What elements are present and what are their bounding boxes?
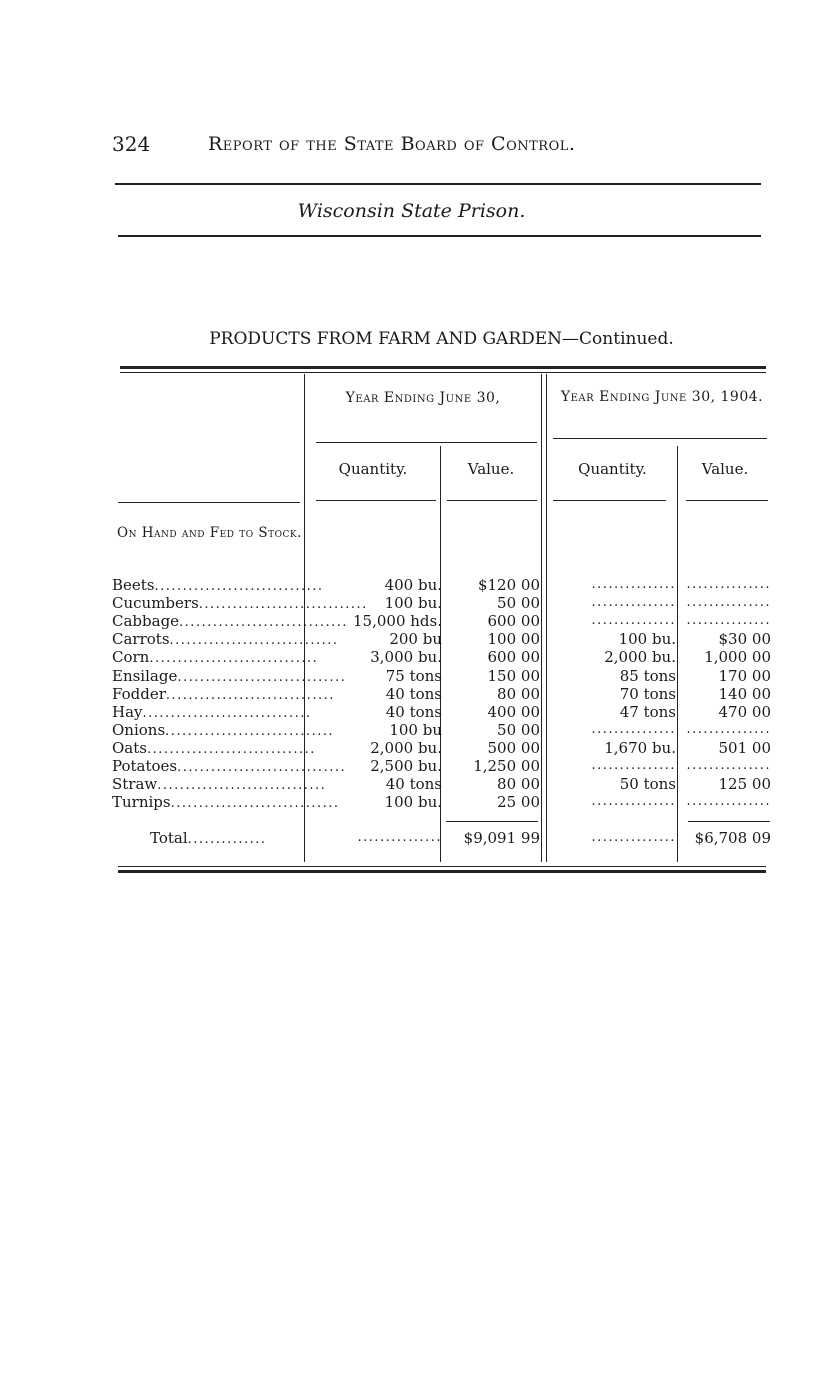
row-quantity-1: 2,000 bu. [370, 738, 442, 757]
leader-dots: .............................. [157, 778, 327, 794]
table-row [0, 648, 823, 666]
row-value-2: 470 00 [718, 702, 771, 721]
row-quantity-2-dots: ............... [591, 721, 676, 737]
total-rule-v1 [446, 821, 538, 822]
leader-dots: .............................. [165, 723, 335, 739]
row-label-cell [112, 793, 340, 813]
row-value-2: $30 00 [718, 630, 771, 649]
col-rule-q2 [553, 500, 666, 501]
row-quantity-1: 40 tons [385, 684, 442, 703]
row-quantity-1: 15,000 hds. [353, 612, 442, 631]
row-label-cell [112, 648, 319, 668]
row-label: Oats [112, 738, 147, 757]
row-quantity-1: 100 bu [389, 720, 442, 739]
total-label-cell [150, 828, 307, 850]
table-rule-bottom-1 [118, 866, 766, 867]
row-label: Beets [112, 576, 155, 594]
row-value-2-dots: ............... [686, 595, 771, 611]
col-header-quantity-2: Quantity. [578, 460, 647, 478]
row-quantity-2: 1,670 bu. [604, 738, 676, 757]
row-value-1: 600 00 [487, 648, 540, 667]
row-quantity-2-dots: ............... [591, 595, 676, 611]
col-header-value-1: Value. [467, 460, 515, 478]
col-header-quantity-1: Quantity. [338, 460, 408, 478]
row-label-cell [112, 702, 312, 723]
row-value-1: 400 00 [487, 702, 540, 721]
section-label: On Hand and Fed to Stock. [117, 525, 302, 541]
row-label: Turnips [112, 793, 171, 812]
table-row [0, 739, 823, 757]
row-value-2: 125 00 [718, 775, 771, 794]
row-label-cell [112, 720, 335, 741]
leader-dots: .............................. [179, 615, 349, 631]
total-q1-dots: ............... [357, 830, 442, 845]
leader-dots: .............................. [169, 633, 339, 649]
row-value-2-dots: ............... [686, 613, 771, 629]
leader-dots: .............................. [154, 579, 324, 594]
running-title: Report of the State Board of Control. [208, 133, 576, 155]
row-quantity-2: 47 tons [619, 702, 676, 721]
table-row [0, 793, 823, 811]
table-row [0, 612, 823, 630]
row-quantity-2-dots: ............... [591, 577, 676, 592]
row-quantity-1: 100 bu. [384, 594, 442, 613]
col-rule-label [118, 502, 300, 503]
table-title: PRODUCTS FROM FARM AND GARDEN—Continued. [209, 329, 674, 349]
row-label-cell [112, 684, 335, 705]
row-label: Corn [112, 648, 150, 667]
total-row [0, 828, 823, 848]
leader-dots: .............................. [142, 705, 312, 721]
row-quantity-2: 85 tons [619, 666, 676, 685]
row-quantity-1: 400 bu. [384, 576, 442, 594]
row-value-2: 170 00 [718, 666, 771, 685]
row-value-1: 25 00 [497, 793, 540, 812]
row-label-cell [112, 738, 316, 759]
table-row [0, 721, 823, 739]
group-header-year-1904: Year Ending June 30, 1904. [560, 389, 764, 405]
table-row [0, 630, 823, 648]
row-value-1: 1,250 00 [473, 757, 540, 775]
group-header-rule-2 [553, 438, 767, 439]
row-label: Onions [112, 720, 166, 739]
total-q2-dots: ............... [591, 830, 676, 845]
leader-dots: .............................. [198, 597, 368, 613]
row-label: Hay [112, 702, 143, 721]
row-value-1: 600 00 [487, 612, 540, 631]
table-row [0, 757, 823, 775]
table-row [0, 685, 823, 703]
row-value-2-dots: ............... [686, 577, 771, 592]
leader-dots: .............................. [146, 741, 316, 757]
row-label: Straw [112, 775, 158, 794]
row-label: Carrots [112, 630, 170, 649]
leader-dots: .............................. [149, 651, 319, 667]
row-label: Cabbage [112, 612, 180, 631]
row-label-cell [112, 666, 347, 687]
row-label-cell [112, 594, 368, 614]
table-row [0, 775, 823, 793]
row-value-2: 140 00 [718, 684, 771, 703]
group-header-year: Year Ending June 30, [345, 390, 501, 406]
page-number: 324 [112, 132, 151, 156]
col-rule-q1 [316, 500, 436, 501]
row-label: Ensilage [112, 666, 178, 685]
group-header-rule-1 [316, 442, 537, 443]
row-value-2: 501 00 [718, 738, 771, 757]
row-value-2: 1,000 00 [704, 648, 771, 667]
header-rule-bottom [118, 235, 761, 237]
row-label-cell [112, 757, 347, 777]
row-quantity-2-dots: ............... [591, 794, 676, 810]
leader-dots: .............................. [170, 796, 340, 812]
row-value-1: 50 00 [497, 594, 540, 613]
row-quantity-2: 50 tons [619, 775, 676, 794]
leader-dots: .............................. [177, 760, 347, 775]
table-rule-bottom-2 [118, 870, 766, 873]
row-label-cell [112, 576, 324, 596]
row-quantity-2: 2,000 bu. [604, 648, 676, 667]
row-value-1: 500 00 [487, 738, 540, 757]
row-value-1: 80 00 [497, 684, 540, 703]
row-label-cell [112, 630, 339, 650]
row-quantity-2-dots: ............... [591, 758, 676, 773]
leader-dots: .............................. [177, 669, 347, 685]
col-header-value-2: Value. [701, 460, 749, 478]
table-rule-top-2 [120, 372, 766, 373]
total-value-2: $6,708 09 [694, 829, 771, 847]
row-quantity-1: 40 tons [385, 775, 442, 794]
row-value-1: 50 00 [497, 720, 540, 739]
row-value-2-dots: ............... [686, 758, 771, 773]
total-label: Total [150, 829, 188, 847]
table-row [0, 667, 823, 685]
total-value-1: $9,091 99 [463, 829, 540, 847]
header-rule-top [115, 183, 761, 185]
row-quantity-1: 100 bu. [384, 793, 442, 812]
row-value-1: 80 00 [497, 775, 540, 794]
row-value-1: 150 00 [487, 666, 540, 685]
row-quantity-2: 70 tons [619, 684, 676, 703]
table-row [0, 594, 823, 612]
total-rule-v2 [688, 821, 770, 822]
row-value-2-dots: ............... [686, 794, 771, 810]
table-row [0, 576, 823, 594]
row-quantity-2: 100 bu. [618, 630, 676, 649]
table-row [0, 703, 823, 721]
row-label-cell [112, 612, 349, 632]
col-rule-v1 [447, 500, 537, 501]
row-quantity-1: 40 tons [385, 702, 442, 721]
row-value-1: $120 00 [477, 576, 540, 594]
row-label: Potatoes [112, 757, 178, 775]
row-quantity-1: 3,000 bu. [370, 648, 442, 667]
row-label-cell [112, 775, 327, 795]
row-quantity-1: 2,500 bu. [370, 757, 442, 775]
table-rule-top-1 [120, 366, 766, 369]
row-quantity-1: 200 bu [389, 630, 442, 649]
row-value-2-dots: ............... [686, 721, 771, 737]
row-value-1: 100 00 [487, 630, 540, 649]
row-label: Fodder [112, 684, 166, 703]
row-label: Cucumbers [112, 594, 199, 613]
col-rule-v2 [686, 500, 768, 501]
row-quantity-1: 75 tons [385, 666, 442, 685]
page-subtitle: Wisconsin State Prison. [297, 200, 526, 222]
leader-dots: .............................. [165, 687, 335, 703]
row-quantity-2-dots: ............... [591, 613, 676, 629]
leader-dots: .............. [187, 832, 267, 847]
